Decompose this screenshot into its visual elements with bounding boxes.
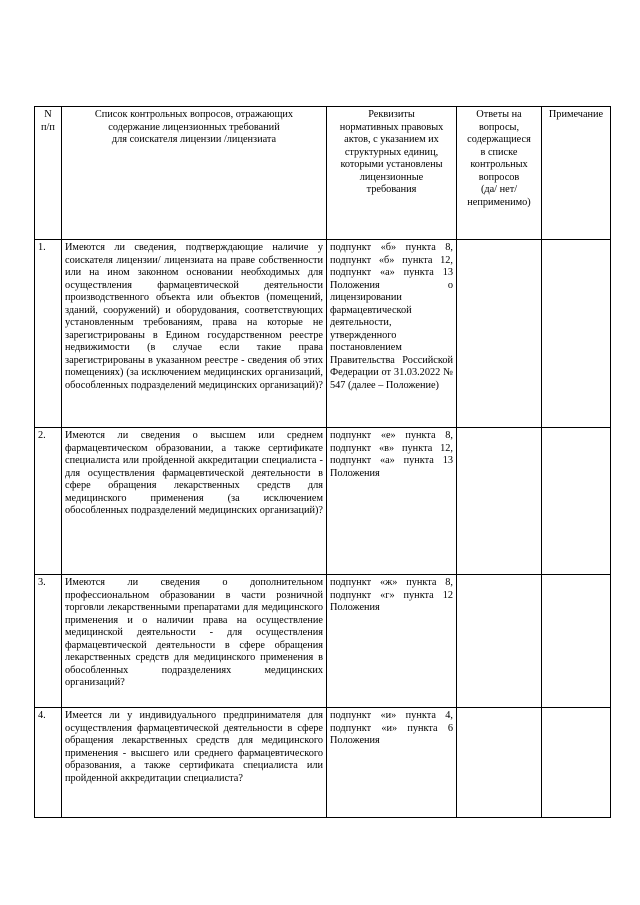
table-row <box>35 428 611 575</box>
row-answer-cell[interactable] <box>457 240 542 428</box>
header-legal-requisites: Реквизиты нормативных правовых актов, с указанием их структурных единиц, которыми установлены лицензионные требования <box>327 107 457 240</box>
row-answer-cell[interactable] <box>457 708 542 818</box>
row-reference: подпункт «и» пункта 4, подпункт «и» пункта 6 Положения <box>327 708 457 818</box>
row-number: 2. <box>35 428 62 575</box>
row-question: Имеются ли сведения, подтверждающие наличие у соискателя лицензии/ лицензиата на праве собственности или на ином законном основании необходимых для осуществления фармацевтической деятельности производственного объекта или объектов (помещений, зданий, сооружений) и оборудования, соответствующих установленным требованиям, права на которые не зарегистрированы в Едином государственном реестре недвижимости (в случае если такие права зарегистрированы в указанном реестре - сведения об этих помещениях) (за исключением медицинских организаций, обособленных подразделений медицинских организаций)? <box>62 240 327 428</box>
row-reference: подпункт «е» пункта 8, подпункт «в» пункта 12, подпункт «а» пункта 13 Положения <box>327 428 457 575</box>
row-answer-cell[interactable] <box>457 428 542 575</box>
row-reference: подпункт «б» пункта 8, подпункт «б» пункта 12, подпункт «а» пункта 13 Положения о лицензировании фармацевтической деятельности, утвержденного постановлением Правительства Российской Федерации от 31.03.2022 № 547 (далее – Положение) <box>327 240 457 428</box>
row-number: 1. <box>35 240 62 428</box>
row-question: Имеется ли у индивидуального предпринимателя для осуществления фармацевтической деятельности в сфере обращения лекарственных средств для медицинского применения - высшего или среднего фармацевтического образования, а также сертификата специалиста или пройденной аккредитации специалиста? <box>62 708 327 818</box>
header-note: Примечание <box>542 107 611 240</box>
row-note-cell[interactable] <box>542 240 611 428</box>
header-question-list: Список контрольных вопросов, отражающих содержание лицензионных требований для соискателя лицензии /лицензиата <box>62 107 327 240</box>
row-number: 3. <box>35 575 62 708</box>
row-note-cell[interactable] <box>542 575 611 708</box>
row-reference: подпункт «ж» пункта 8, подпункт «г» пункта 12 Положения <box>327 575 457 708</box>
row-note-cell[interactable] <box>542 708 611 818</box>
row-question: Имеются ли сведения о дополнительном профессиональном образовании в части розничной торговли лекарственными препаратами для медицинского применения и о наличии права на осуществление медицинской деятельности - для осуществления фармацевтической деятельности в сфере обращения лекарственных средств для медицинского применения в обособленных подразделениях медицинских организаций? <box>62 575 327 708</box>
row-question: Имеются ли сведения о высшем или среднем фармацевтическом образовании, а также сертификате специалиста или пройденной аккредитации специалиста - для осуществления фармацевтической деятельности в сфере обращения лекарственных средств для медицинского применения (за исключением обособленных подразделений медицинских организаций)? <box>62 428 327 575</box>
checklist-table <box>34 106 611 818</box>
row-number: 4. <box>35 708 62 818</box>
row-answer-cell[interactable] <box>457 575 542 708</box>
table-row <box>35 708 611 818</box>
table-header-row <box>35 107 611 240</box>
table-row <box>35 240 611 428</box>
row-note-cell[interactable] <box>542 428 611 575</box>
header-number: N п/п <box>35 107 62 240</box>
header-answers: Ответы на вопросы, содержащиеся в списке контрольных вопросов (да/ нет/ неприменимо) <box>457 107 542 240</box>
table-row <box>35 575 611 708</box>
